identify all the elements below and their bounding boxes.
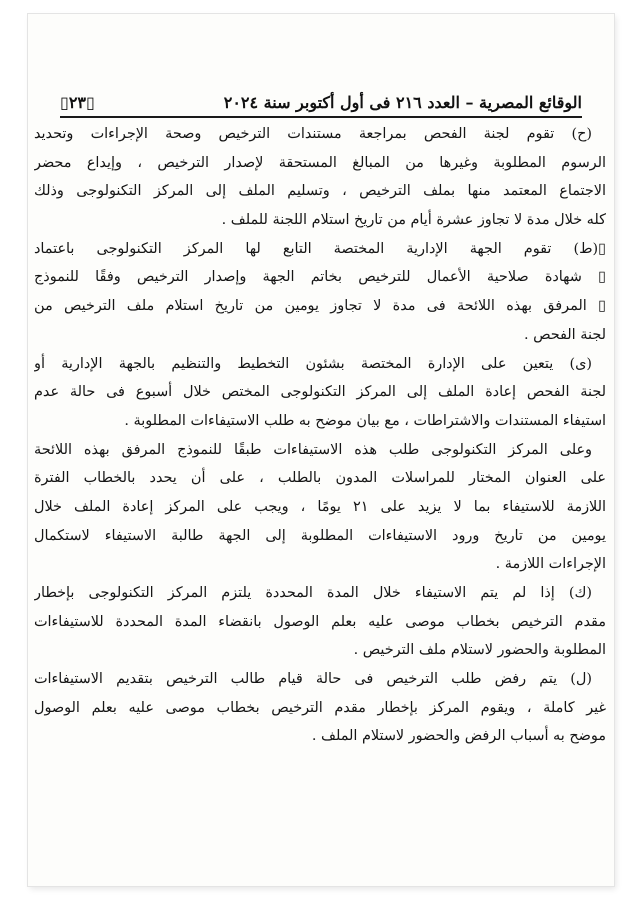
paragraph-t-line-2: ▯ شهادة صلاحية الأعمال للترخيص بخاتم الجهة وإصدار الترخيص وفقًا للنموذج: [34, 269, 606, 286]
paragraph-l-line-1: (ل) يتم رفض طلب الترخيص فى حالة قيام طالب الترخيص بتقديم الاستيفاءات: [34, 671, 592, 688]
paragraph-y-line-2: لجنة الفحص إعادة الملف إلى المركز التكنولوجى المختص خلال أسبوع فى حالة عدم: [34, 384, 606, 401]
document-body: [34, 120, 606, 751]
paragraph-k-line-2: مقدم الترخيص بخطاب موصى عليه بعلم الوصول بانقضاء المدة المحددة للاستيفاءات: [34, 613, 606, 630]
paragraph-h-line-2: الرسوم المطلوبة وغيرها من المبالغ المستحقة لإصدار الترخيص ، وإيداع محضر: [34, 154, 606, 171]
paragraph-t-line-4: لجنة الفحص .: [523, 326, 606, 343]
paragraph-h-line-4: كله خلال مدة لا تجاوز عشرة أيام من تاريخ استلام اللجنة للملف .: [221, 212, 606, 229]
paragraph-y2-line-3: اللازمة للاستيفاء بما لا يزيد على ٢١ يومًا ، ويجب على المركز إعادة الملف خلال: [34, 498, 606, 515]
paragraph-y2-line-1: وعلى المركز التكنولوجى طلب هذه الاستيفاءات طبقًا للنموذج المرفق بهذه اللائحة: [34, 441, 592, 458]
paragraph-y2-line-4: يومين من تاريخ ورود الاستيفاءات المطلوبة إلى الجهة طالبة الاستيفاء لاستكمال: [34, 527, 606, 544]
page-number: ▯٢٣▯: [60, 93, 95, 112]
paragraph-t-line-1: ▯(ط) تقوم الجهة الإدارية المختصة التابع لها المركز التكنولوجى باعتماد: [34, 240, 606, 257]
page-header: [60, 80, 582, 118]
paragraph-l-line-3: موضح به أسباب الرفض والحضور لاستلام الملف .: [311, 728, 606, 745]
paragraph-y-line-3: استيفاء المستندات والاشتراطات ، مع بيان موضح به طلب الاستيفاءات المطلوبة .: [124, 412, 606, 429]
gazette-header-title: الوقائع المصرية – العدد ٢١٦ فى أول أكتوبر سنة ٢٠٢٤: [223, 93, 582, 112]
paragraph-h-line-3: الاجتماع المعتمد منها بملف الترخيص ، وتسليم الملف إلى المركز التكنولوجى وذلك: [34, 183, 606, 200]
paragraph-y2-line-5: الإجراءات اللازمة .: [495, 556, 606, 573]
paragraph-y-line-1: (ى) يتعين على الإدارة المختصة بشئون التخطيط والتنظيم بالجهة الإدارية أو: [34, 355, 592, 372]
paragraph-y2-line-2: على العنوان المختار للمراسلات المدون بالطلب ، على أن يحدد بالخطاب الفترة: [34, 470, 606, 487]
paragraph-l-line-2: غير كاملة ، ويقوم المركز بإخطار مقدم الترخيص بخطاب موصى عليه بعلم الوصول: [34, 699, 606, 716]
paragraph-k-line-3: المطلوبة والحضور لاستلام ملف الترخيص .: [353, 642, 606, 659]
paragraph-k-line-1: (ك) إذا لم يتم الاستيفاء خلال المدة المحددة يلتزم المركز التكنولوجى بإخطار: [34, 585, 592, 601]
paragraph-h-line-1: (ح) تقوم لجنة الفحص بمراجعة مستندات الترخيص وصحة الإجراءات وتحديد: [34, 126, 592, 142]
paragraph-t-line-3: ▯ المرفق بهذه اللائحة فى مدة لا تجاوز يومين من تاريخ استلام ملف الترخيص من: [34, 298, 606, 315]
